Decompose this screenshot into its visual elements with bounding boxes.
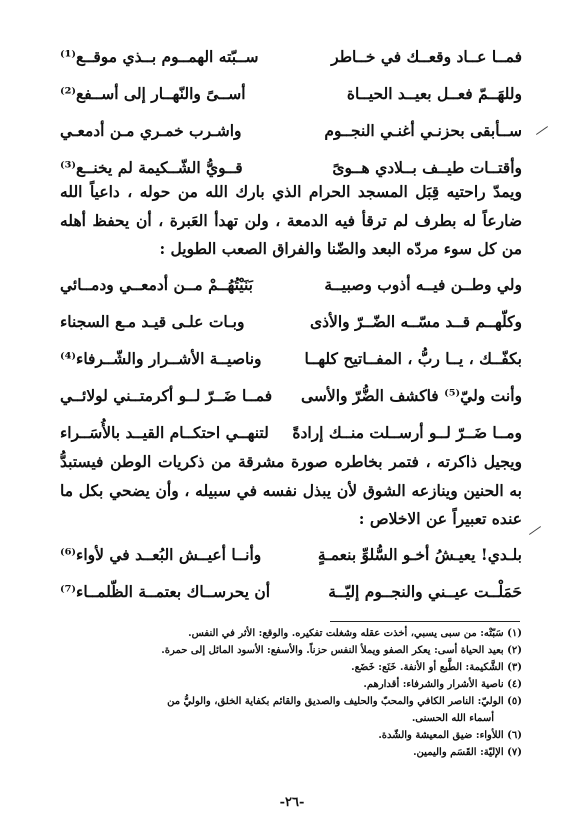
footnote-separator bbox=[330, 621, 520, 622]
prose-paragraph-1 bbox=[60, 178, 522, 264]
verse-left-hemistich: وناصيــة الأشــرار والشّــرفاء⁽⁴⁾ bbox=[60, 349, 262, 368]
poem-stanza-1 bbox=[60, 38, 522, 186]
margin-pen-mark bbox=[529, 526, 541, 535]
verse-line bbox=[60, 340, 522, 377]
verse-left-hemistich: أن يحرســاك بعتمــة الظّلمــاء⁽⁷⁾ bbox=[60, 582, 271, 601]
verse-line bbox=[60, 414, 522, 451]
verse-right-hemistich: فمــا عــاد وقعــك في خــاطر bbox=[331, 47, 522, 66]
verse-left-hemistich: لتنهــي احتكــام القيــد بالأُسَــراء bbox=[60, 423, 269, 442]
verse-right-hemistich: وللهَــمّ فعــل بعيــد الحيــاة bbox=[346, 84, 522, 103]
verse-left-hemistich: ســبّته الهمــوم بــذي موقــع⁽¹⁾ bbox=[60, 47, 259, 66]
verse-line bbox=[60, 377, 522, 414]
verse-right-hemistich: ســأبقى بحزنـي أغنـي النجــوم bbox=[324, 121, 522, 140]
verse-left-hemistich: بَنَيْتُهُــمْ مــن أدمعــي ودمــائي bbox=[60, 275, 253, 294]
verse-line bbox=[60, 75, 522, 112]
margin-pen-mark bbox=[536, 126, 548, 135]
verse-left-hemistich: وأنــا أعيــش البُعــد في لأواء⁽⁶⁾ bbox=[60, 545, 262, 564]
verse-right-hemistich: ومــا ضَــرّ لــو أرســلت منــك إرادةً bbox=[292, 423, 522, 442]
paragraph-text: ويجيل ذاكرته ، فتمر بخاطره صورة مشرقة من ذكريات الوطن فيستبدُّ به الحنين وينازعه الشوق لأن يبذل نفسه في سبيله ، وأن يضحي بكل ما عنده تعبيراً عن الاخلاص : bbox=[60, 452, 522, 528]
footnote-continuation: أسماء الله الحسنى. bbox=[411, 713, 494, 724]
verse-line bbox=[60, 536, 522, 573]
verse-right-hemistich: وكلّهــم قــد مسّــه الضّــرّ والأذى bbox=[309, 312, 522, 331]
footnote: (٧) الإليّة: القَسَم واليمين. bbox=[413, 747, 522, 758]
prose-paragraph-2 bbox=[60, 448, 522, 534]
verse-right-hemistich: حَمَلْــت عيــني والنجــوم إليّــة bbox=[328, 582, 522, 601]
footnote: (٢) بعيد الحياة أسى: يعكر الصفو ويملأ النفس حزناً. والأسفع: الأسود المائل إلى حمرة. bbox=[161, 645, 522, 656]
footnote: (٣) الشَّكيمة: الطَّبع أو الأنفة. خَنَع: خَضَع. bbox=[351, 662, 522, 673]
verse-left-hemistich: أســىً والنّهــار إلى أســفع⁽²⁾ bbox=[60, 84, 246, 103]
poem-stanza-2 bbox=[60, 266, 522, 451]
verse-line bbox=[60, 303, 522, 340]
footnote: (٦) اللأواء: ضيق المعيشة والشّدة. bbox=[378, 730, 522, 741]
poem-stanza-3 bbox=[60, 536, 522, 610]
verse-right-hemistich: بكفّــك ، يــا ربُّ ، المفــاتيح كلهــا bbox=[304, 349, 522, 368]
footnote: (٥) الوليّ: الناصر الكافي والمحبّ والحليف والصديق والقائم بكفاية الخلق، والوليُّ من bbox=[167, 696, 522, 707]
footnotes bbox=[70, 625, 522, 761]
verse-left-hemistich: قــويُّ الشّــكيمة لم يخنــع⁽³⁾ bbox=[60, 158, 243, 177]
verse-right-hemistich: بلـدي! يعيـشُ أخـو السُّلوِّ بنعمـةٍ bbox=[317, 545, 522, 564]
verse-right-hemistich: ولي وطــن فيــه أذوب وصبيــة bbox=[324, 275, 522, 294]
paragraph-text: ويمدّ راحتيه قِبَل المسجد الحرام الذي بارك الله من حوله ، داعياً الله ضارعاً له بطرف لم ترقأ فيه الدمعة ، ولن تهدأ العَبرة ، أن يحفظ أهله من كل سوء مردّه البعد والضّنا والفراق الصعب الطويل : bbox=[60, 182, 522, 258]
verse-right-hemistich: وأقتــات طيــف بــلادي هــوىً bbox=[332, 158, 522, 177]
verse-line bbox=[60, 112, 522, 149]
page-number: -٢٦- bbox=[279, 795, 305, 810]
verse-left-hemistich: وبـات علـى قيـد مـع السجناء bbox=[60, 312, 245, 331]
verse-left-hemistich: واشـرب خمـري مـن أدمعـي bbox=[60, 121, 242, 140]
verse-left-hemistich: فمــا ضَــرّ لــو أكرمتــني لولائــي bbox=[60, 386, 273, 405]
verse-line bbox=[60, 38, 522, 75]
footnote: (١) سَبّتْه: من سبى يسبي، أخذت عقله وشغلت تفكيره. والوقع: الأثر في النفس. bbox=[188, 628, 522, 639]
verse-right-hemistich: وأنت وليّ⁽⁵⁾ فاكشف الضُّرّ والأسى bbox=[300, 386, 522, 405]
verse-line bbox=[60, 266, 522, 303]
footnote: (٤) ناصية الأشرار والشرفاء: أقدارهم. bbox=[363, 679, 522, 690]
verse-line bbox=[60, 573, 522, 610]
